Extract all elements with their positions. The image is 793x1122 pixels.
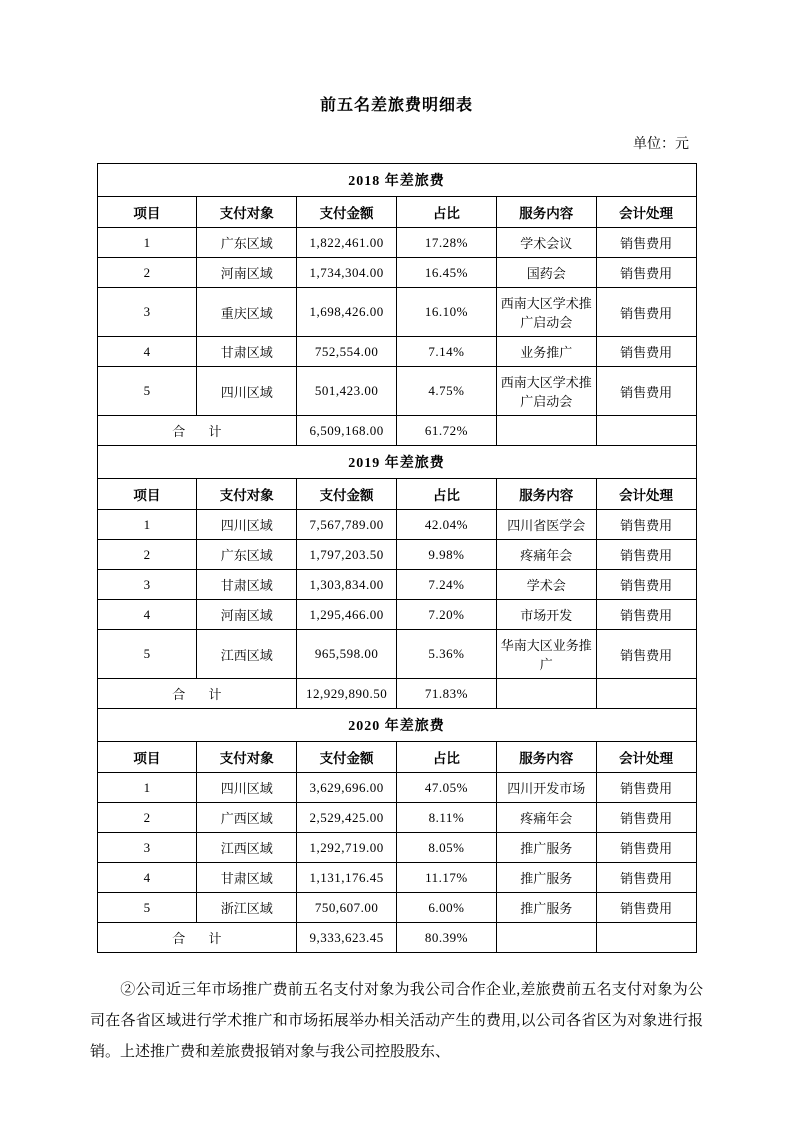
total-amount: 9,333,623.45 — [297, 923, 397, 953]
table-row — [97, 367, 696, 416]
cell-index: 2 — [97, 803, 197, 833]
total-accounting — [596, 679, 696, 709]
cell-service: 四川省医学会 — [496, 510, 596, 540]
cell-index: 3 — [97, 570, 197, 600]
total-label: 合 计 — [97, 679, 297, 709]
column-header-payee: 支付对象 — [197, 197, 297, 228]
cell-accounting: 销售费用 — [596, 258, 696, 288]
total-ratio: 71.83% — [396, 679, 496, 709]
column-header-index: 项目 — [97, 479, 197, 510]
cell-amount: 1,292,719.00 — [297, 833, 397, 863]
table-row — [97, 893, 696, 923]
column-header-index: 项目 — [97, 197, 197, 228]
cell-payee: 四川区域 — [197, 510, 297, 540]
cell-amount: 1,295,466.00 — [297, 600, 397, 630]
table-row — [97, 510, 696, 540]
cell-payee: 江西区域 — [197, 833, 297, 863]
cell-ratio: 8.05% — [396, 833, 496, 863]
total-accounting — [596, 923, 696, 953]
cell-ratio: 6.00% — [396, 893, 496, 923]
total-service — [496, 679, 596, 709]
cell-ratio: 17.28% — [396, 228, 496, 258]
cell-ratio: 7.24% — [396, 570, 496, 600]
cell-ratio: 4.75% — [396, 367, 496, 416]
cell-amount: 7,567,789.00 — [297, 510, 397, 540]
table-row — [97, 570, 696, 600]
column-header-accounting: 会计处理 — [596, 479, 696, 510]
cell-service: 学术会议 — [496, 228, 596, 258]
cell-ratio: 5.36% — [396, 630, 496, 679]
cell-amount: 752,554.00 — [297, 337, 397, 367]
cell-amount: 501,423.00 — [297, 367, 397, 416]
column-header-accounting: 会计处理 — [596, 197, 696, 228]
cell-index: 5 — [97, 367, 197, 416]
cell-service: 业务推广 — [496, 337, 596, 367]
column-header-ratio: 占比 — [396, 742, 496, 773]
cell-accounting: 销售费用 — [596, 630, 696, 679]
cell-service: 疼痛年会 — [496, 803, 596, 833]
column-header-row — [97, 479, 696, 510]
cell-accounting: 销售费用 — [596, 773, 696, 803]
cell-ratio: 7.20% — [396, 600, 496, 630]
total-row — [97, 923, 696, 953]
cell-ratio: 7.14% — [396, 337, 496, 367]
section-heading-row — [97, 164, 696, 197]
cell-service: 疼痛年会 — [496, 540, 596, 570]
cell-payee: 江西区域 — [197, 630, 297, 679]
cell-accounting: 销售费用 — [596, 570, 696, 600]
cell-payee: 甘肃区域 — [197, 570, 297, 600]
total-row — [97, 679, 696, 709]
table-row — [97, 773, 696, 803]
section-heading: 2020 年差旅费 — [97, 709, 696, 742]
table-row — [97, 863, 696, 893]
cell-service: 华南大区业务推广 — [496, 630, 596, 679]
cell-ratio: 47.05% — [396, 773, 496, 803]
cell-accounting: 销售费用 — [596, 893, 696, 923]
column-header-ratio: 占比 — [396, 197, 496, 228]
cell-ratio: 42.04% — [396, 510, 496, 540]
cell-service: 市场开发 — [496, 600, 596, 630]
column-header-amount: 支付金额 — [297, 479, 397, 510]
cell-accounting: 销售费用 — [596, 600, 696, 630]
cell-service: 国药会 — [496, 258, 596, 288]
cell-accounting: 销售费用 — [596, 288, 696, 337]
body-paragraph — [80, 975, 713, 1068]
column-header-row — [97, 197, 696, 228]
cell-index: 2 — [97, 540, 197, 570]
total-ratio: 80.39% — [396, 923, 496, 953]
table-row — [97, 833, 696, 863]
column-header-ratio: 占比 — [396, 479, 496, 510]
cell-service: 学术会 — [496, 570, 596, 600]
table-row — [97, 258, 696, 288]
column-header-accounting: 会计处理 — [596, 742, 696, 773]
table-row — [97, 540, 696, 570]
cell-ratio: 16.45% — [396, 258, 496, 288]
total-amount: 6,509,168.00 — [297, 416, 397, 446]
total-accounting — [596, 416, 696, 446]
cell-index: 5 — [97, 630, 197, 679]
column-header-service: 服务内容 — [496, 197, 596, 228]
total-label: 合 计 — [97, 923, 297, 953]
total-row — [97, 416, 696, 446]
total-label: 合 计 — [97, 416, 297, 446]
cell-service: 推广服务 — [496, 863, 596, 893]
column-header-amount: 支付金额 — [297, 197, 397, 228]
cell-service: 四川开发市场 — [496, 773, 596, 803]
cell-payee: 浙江区域 — [197, 893, 297, 923]
cell-index: 4 — [97, 337, 197, 367]
total-amount: 12,929,890.50 — [297, 679, 397, 709]
column-header-payee: 支付对象 — [197, 479, 297, 510]
table-row — [97, 337, 696, 367]
column-header-index: 项目 — [97, 742, 197, 773]
cell-payee: 广东区域 — [197, 228, 297, 258]
cell-index: 3 — [97, 833, 197, 863]
cell-payee: 河南区域 — [197, 258, 297, 288]
cell-payee: 甘肃区域 — [197, 863, 297, 893]
cell-payee: 甘肃区域 — [197, 337, 297, 367]
table-row — [97, 630, 696, 679]
cell-service: 西南大区学术推广启动会 — [496, 288, 596, 337]
cell-payee: 四川区域 — [197, 773, 297, 803]
total-service — [496, 416, 596, 446]
cell-index: 1 — [97, 773, 197, 803]
cell-index: 1 — [97, 228, 197, 258]
section-heading-row — [97, 709, 696, 742]
column-header-service: 服务内容 — [496, 479, 596, 510]
cell-accounting: 销售费用 — [596, 510, 696, 540]
cell-index: 4 — [97, 863, 197, 893]
cell-amount: 1,822,461.00 — [297, 228, 397, 258]
cell-payee: 河南区域 — [197, 600, 297, 630]
section-heading: 2018 年差旅费 — [97, 164, 696, 197]
cell-amount: 1,131,176.45 — [297, 863, 397, 893]
cell-ratio: 16.10% — [396, 288, 496, 337]
column-header-amount: 支付金额 — [297, 742, 397, 773]
cell-index: 5 — [97, 893, 197, 923]
cell-service: 西南大区学术推广启动会 — [496, 367, 596, 416]
cell-accounting: 销售费用 — [596, 863, 696, 893]
column-header-payee: 支付对象 — [197, 742, 297, 773]
cell-amount: 965,598.00 — [297, 630, 397, 679]
cell-ratio: 8.11% — [396, 803, 496, 833]
cell-payee: 四川区域 — [197, 367, 297, 416]
cell-ratio: 9.98% — [396, 540, 496, 570]
cell-ratio: 11.17% — [396, 863, 496, 893]
cell-amount: 750,607.00 — [297, 893, 397, 923]
cell-accounting: 销售费用 — [596, 367, 696, 416]
cell-index: 2 — [97, 258, 197, 288]
table-row — [97, 600, 696, 630]
column-header-service: 服务内容 — [496, 742, 596, 773]
section-heading-row — [97, 446, 696, 479]
cell-accounting: 销售费用 — [596, 337, 696, 367]
cell-amount: 3,629,696.00 — [297, 773, 397, 803]
cell-accounting: 销售费用 — [596, 228, 696, 258]
cell-payee: 重庆区域 — [197, 288, 297, 337]
cell-amount: 1,303,834.00 — [297, 570, 397, 600]
cell-amount: 2,529,425.00 — [297, 803, 397, 833]
total-service — [496, 923, 596, 953]
cell-index: 3 — [97, 288, 197, 337]
column-header-row — [97, 742, 696, 773]
cell-service: 推广服务 — [496, 893, 596, 923]
total-ratio: 61.72% — [396, 416, 496, 446]
table-row — [97, 803, 696, 833]
unit-note: 单位：元 — [633, 137, 689, 152]
travel-expense-table — [97, 163, 697, 953]
cell-amount: 1,797,203.50 — [297, 540, 397, 570]
cell-amount: 1,698,426.00 — [297, 288, 397, 337]
cell-payee: 广西区域 — [197, 803, 297, 833]
cell-index: 1 — [97, 510, 197, 540]
cell-index: 4 — [97, 600, 197, 630]
paragraph-text: ②公司近三年市场推广费前五名支付对象为我公司合作企业,差旅费前五名支付对象为公司在各省区域进行学术推广和市场拓展举办相关活动产生的费用,以公司各省区为对象进行报销。上述推广费和差旅费报销对象与我公司控股股东、 — [90, 982, 703, 1060]
cell-payee: 广东区域 — [197, 540, 297, 570]
cell-service: 推广服务 — [496, 833, 596, 863]
page-title: 前五名差旅费明细表 — [319, 97, 473, 114]
table-row — [97, 228, 696, 258]
section-heading: 2019 年差旅费 — [97, 446, 696, 479]
cell-accounting: 销售费用 — [596, 540, 696, 570]
cell-accounting: 销售费用 — [596, 833, 696, 863]
cell-accounting: 销售费用 — [596, 803, 696, 833]
table-row — [97, 288, 696, 337]
cell-amount: 1,734,304.00 — [297, 258, 397, 288]
